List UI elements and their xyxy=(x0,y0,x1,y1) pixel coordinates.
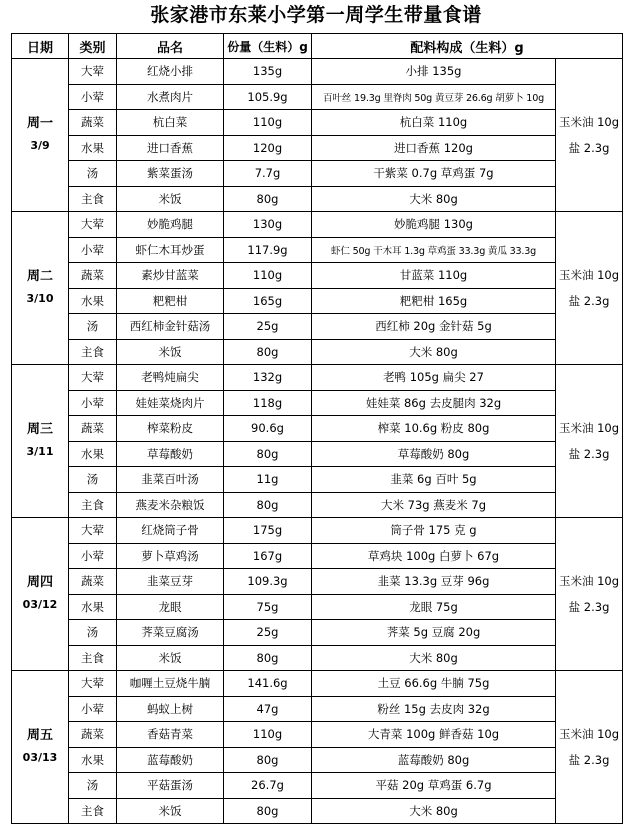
category-cell: 小荤 xyxy=(69,237,117,263)
dish-cell: 蚂蚁上树 xyxy=(117,696,224,722)
category-cell: 主食 xyxy=(69,798,117,824)
dish-cell: 草莓酸奶 xyxy=(117,441,224,467)
ingredients-cell: 大米 80g xyxy=(312,186,556,212)
portion-cell: 75g xyxy=(224,594,312,620)
salt-amount: 盐 2.3g xyxy=(568,141,610,155)
table-row xyxy=(12,467,623,493)
oil-amount: 玉米油 10g xyxy=(558,268,620,282)
category-cell: 汤 xyxy=(69,773,117,799)
weekday-label: 周五 xyxy=(26,728,53,743)
ingredients-cell: 大米 80g xyxy=(312,339,556,365)
ingredients-cell: 龙眼 75g xyxy=(312,594,556,620)
day-cell xyxy=(12,59,69,212)
table-row xyxy=(12,186,623,212)
dish-cell: 粑粑柑 xyxy=(117,288,224,314)
dish-cell: 红烧小排 xyxy=(117,59,224,85)
portion-cell: 118g xyxy=(224,390,312,416)
ingredients-cell: 娃娃菜 86g 去皮腿肉 32g xyxy=(312,390,556,416)
category-cell: 大荤 xyxy=(69,671,117,697)
date-label: 3/10 xyxy=(26,292,54,305)
condiments-cell xyxy=(556,212,623,365)
oil-amount: 玉米油 10g xyxy=(558,115,620,129)
date-label: 3/11 xyxy=(26,445,54,458)
category-cell: 汤 xyxy=(69,314,117,340)
table-row xyxy=(12,110,623,136)
table-row xyxy=(12,645,623,671)
dish-cell: 娃娃菜烧肉片 xyxy=(117,390,224,416)
salt-amount: 盐 2.3g xyxy=(568,753,610,767)
category-cell: 蔬菜 xyxy=(69,416,117,442)
dish-cell: 米饭 xyxy=(117,645,224,671)
dish-cell: 西红柿金针菇汤 xyxy=(117,314,224,340)
table-row xyxy=(12,237,623,263)
header-dish: 品名 xyxy=(117,34,224,59)
portion-cell: 47g xyxy=(224,696,312,722)
portion-cell: 80g xyxy=(224,645,312,671)
ingredients-cell: 土豆 66.6g 牛腩 75g xyxy=(312,671,556,697)
ingredients-cell: 筒子骨 175 克 g xyxy=(312,518,556,544)
ingredients-cell: 荠菜 5g 豆腐 20g xyxy=(312,620,556,646)
ingredients-cell: 粑粑柑 165g xyxy=(312,288,556,314)
table-row xyxy=(12,314,623,340)
weekday-label: 周四 xyxy=(26,575,53,590)
table-row xyxy=(12,543,623,569)
dish-cell: 荠菜豆腐汤 xyxy=(117,620,224,646)
dish-cell: 素炒甘蓝菜 xyxy=(117,263,224,289)
ingredients-cell: 百叶丝 19.3g 里脊肉 50g 黄豆芽 26.6g 胡萝卜 10g xyxy=(312,84,556,110)
table-row xyxy=(12,339,623,365)
category-cell: 小荤 xyxy=(69,696,117,722)
dish-cell: 红烧筒子骨 xyxy=(117,518,224,544)
dish-cell: 老鸭炖扁尖 xyxy=(117,365,224,391)
oil-amount: 玉米油 10g xyxy=(558,574,620,588)
dish-cell: 紫菜蛋汤 xyxy=(117,161,224,187)
category-cell: 水果 xyxy=(69,594,117,620)
portion-cell: 7.7g xyxy=(224,161,312,187)
category-cell: 主食 xyxy=(69,492,117,518)
portion-cell: 80g xyxy=(224,441,312,467)
table-row xyxy=(12,773,623,799)
table-row xyxy=(12,722,623,748)
portion-cell: 80g xyxy=(224,339,312,365)
ingredients-cell: 草鸡块 100g 白萝卜 67g xyxy=(312,543,556,569)
portion-cell: 26.7g xyxy=(224,773,312,799)
portion-cell: 110g xyxy=(224,110,312,136)
ingredients-cell: 蓝莓酸奶 80g xyxy=(312,747,556,773)
oil-amount: 玉米油 10g xyxy=(558,421,620,435)
meal-plan-body xyxy=(12,59,623,824)
portion-cell: 135g xyxy=(224,59,312,85)
category-cell: 水果 xyxy=(69,288,117,314)
header-date: 日期 xyxy=(12,34,69,59)
portion-cell: 141.6g xyxy=(224,671,312,697)
category-cell: 蔬菜 xyxy=(69,569,117,595)
dish-cell: 平菇蛋汤 xyxy=(117,773,224,799)
ingredients-cell: 大米 80g xyxy=(312,798,556,824)
ingredients-cell: 韭菜 13.3g 豆芽 96g xyxy=(312,569,556,595)
category-cell: 主食 xyxy=(69,339,117,365)
dish-cell: 龙眼 xyxy=(117,594,224,620)
category-cell: 蔬菜 xyxy=(69,722,117,748)
ingredients-cell: 粉丝 15g 去皮肉 32g xyxy=(312,696,556,722)
portion-cell: 80g xyxy=(224,798,312,824)
table-row xyxy=(12,135,623,161)
salt-amount: 盐 2.3g xyxy=(568,447,610,461)
header-row xyxy=(12,34,623,59)
dish-cell: 米饭 xyxy=(117,339,224,365)
portion-cell: 80g xyxy=(224,492,312,518)
day-cell xyxy=(12,671,69,824)
condiments-cell xyxy=(556,59,623,212)
dish-cell: 燕麦米杂粮饭 xyxy=(117,492,224,518)
category-cell: 蔬菜 xyxy=(69,263,117,289)
ingredients-cell: 榨菜 10.6g 粉皮 80g xyxy=(312,416,556,442)
ingredients-cell: 大青菜 100g 鲜香菇 10g xyxy=(312,722,556,748)
portion-cell: 90.6g xyxy=(224,416,312,442)
category-cell: 主食 xyxy=(69,186,117,212)
portion-cell: 175g xyxy=(224,518,312,544)
ingredients-cell: 大米 80g xyxy=(312,645,556,671)
condiments-cell xyxy=(556,671,623,824)
table-row xyxy=(12,416,623,442)
day-cell xyxy=(12,518,69,671)
dish-cell: 韭菜百叶汤 xyxy=(117,467,224,493)
table-row xyxy=(12,263,623,289)
table-row xyxy=(12,365,623,391)
table-row xyxy=(12,212,623,238)
table-row xyxy=(12,390,623,416)
table-row xyxy=(12,747,623,773)
portion-cell: 117.9g xyxy=(224,237,312,263)
dish-cell: 蓝莓酸奶 xyxy=(117,747,224,773)
date-label: 03/12 xyxy=(22,598,58,611)
dish-cell: 米饭 xyxy=(117,186,224,212)
category-cell: 大荤 xyxy=(69,59,117,85)
dish-cell: 萝卜草鸡汤 xyxy=(117,543,224,569)
meal-plan-table xyxy=(11,33,623,824)
portion-cell: 105.9g xyxy=(224,84,312,110)
table-row xyxy=(12,798,623,824)
portion-cell: 110g xyxy=(224,263,312,289)
portion-cell: 25g xyxy=(224,314,312,340)
oil-amount: 玉米油 10g xyxy=(558,727,620,741)
day-cell xyxy=(12,365,69,518)
table-row xyxy=(12,518,623,544)
portion-cell: 11g xyxy=(224,467,312,493)
day-cell xyxy=(12,212,69,365)
ingredients-cell: 西红柿 20g 金针菇 5g xyxy=(312,314,556,340)
category-cell: 汤 xyxy=(69,467,117,493)
portion-cell: 120g xyxy=(224,135,312,161)
category-cell: 大荤 xyxy=(69,365,117,391)
dish-cell: 虾仁木耳炒蛋 xyxy=(117,237,224,263)
table-row xyxy=(12,671,623,697)
dish-cell: 榨菜粉皮 xyxy=(117,416,224,442)
table-row xyxy=(12,288,623,314)
portion-cell: 167g xyxy=(224,543,312,569)
ingredients-cell: 老鸭 105g 扁尖 27 xyxy=(312,365,556,391)
dish-cell: 米饭 xyxy=(117,798,224,824)
table-row xyxy=(12,161,623,187)
category-cell: 主食 xyxy=(69,645,117,671)
portion-cell: 80g xyxy=(224,186,312,212)
table-row xyxy=(12,594,623,620)
table-row xyxy=(12,620,623,646)
date-label: 03/13 xyxy=(22,751,58,764)
ingredients-cell: 小排 135g xyxy=(312,59,556,85)
ingredients-cell: 进口香蕉 120g xyxy=(312,135,556,161)
category-cell: 汤 xyxy=(69,620,117,646)
category-cell: 水果 xyxy=(69,135,117,161)
portion-cell: 130g xyxy=(224,212,312,238)
dish-cell: 韭菜豆芽 xyxy=(117,569,224,595)
table-row xyxy=(12,492,623,518)
category-cell: 蔬菜 xyxy=(69,110,117,136)
portion-cell: 80g xyxy=(224,747,312,773)
category-cell: 大荤 xyxy=(69,212,117,238)
condiments-cell xyxy=(556,365,623,518)
date-label: 3/9 xyxy=(30,139,50,152)
ingredients-cell: 草莓酸奶 80g xyxy=(312,441,556,467)
header-portion: 份量（生料）g xyxy=(224,34,312,59)
condiments-cell xyxy=(556,518,623,671)
ingredients-cell: 甘蓝菜 110g xyxy=(312,263,556,289)
salt-amount: 盐 2.3g xyxy=(568,600,610,614)
weekday-label: 周二 xyxy=(26,269,53,284)
weekday-label: 周一 xyxy=(26,116,53,131)
dish-cell: 香菇青菜 xyxy=(117,722,224,748)
category-cell: 小荤 xyxy=(69,543,117,569)
table-row xyxy=(12,569,623,595)
ingredients-cell: 韭菜 6g 百叶 5g xyxy=(312,467,556,493)
category-cell: 小荤 xyxy=(69,84,117,110)
portion-cell: 132g xyxy=(224,365,312,391)
ingredients-cell: 平菇 20g 草鸡蛋 6.7g xyxy=(312,773,556,799)
ingredients-cell: 杭白菜 110g xyxy=(312,110,556,136)
portion-cell: 109.3g xyxy=(224,569,312,595)
ingredients-cell: 干紫菜 0.7g 草鸡蛋 7g xyxy=(312,161,556,187)
dish-cell: 妙脆鸡腿 xyxy=(117,212,224,238)
header-ingredients: 配料构成（生料）g xyxy=(312,34,623,59)
category-cell: 大荤 xyxy=(69,518,117,544)
dish-cell: 咖喱土豆烧牛腩 xyxy=(117,671,224,697)
portion-cell: 25g xyxy=(224,620,312,646)
ingredients-cell: 虾仁 50g 干木耳 1.3g 草鸡蛋 33.3g 黄瓜 33.3g xyxy=(312,237,556,263)
category-cell: 小荤 xyxy=(69,390,117,416)
ingredients-cell: 大米 73g 燕麦米 7g xyxy=(312,492,556,518)
header-category: 类别 xyxy=(69,34,117,59)
category-cell: 水果 xyxy=(69,747,117,773)
page-title: 张家港市东莱小学第一周学生带量食谱 xyxy=(150,4,482,26)
category-cell: 汤 xyxy=(69,161,117,187)
dish-cell: 进口香蕉 xyxy=(117,135,224,161)
portion-cell: 110g xyxy=(224,722,312,748)
table-row xyxy=(12,84,623,110)
salt-amount: 盐 2.3g xyxy=(568,294,610,308)
ingredients-cell: 妙脆鸡腿 130g xyxy=(312,212,556,238)
dish-cell: 杭白菜 xyxy=(117,110,224,136)
table-row xyxy=(12,441,623,467)
table-row xyxy=(12,59,623,85)
portion-cell: 165g xyxy=(224,288,312,314)
dish-cell: 水煮肉片 xyxy=(117,84,224,110)
weekday-label: 周三 xyxy=(26,422,53,437)
table-row xyxy=(12,696,623,722)
category-cell: 水果 xyxy=(69,441,117,467)
